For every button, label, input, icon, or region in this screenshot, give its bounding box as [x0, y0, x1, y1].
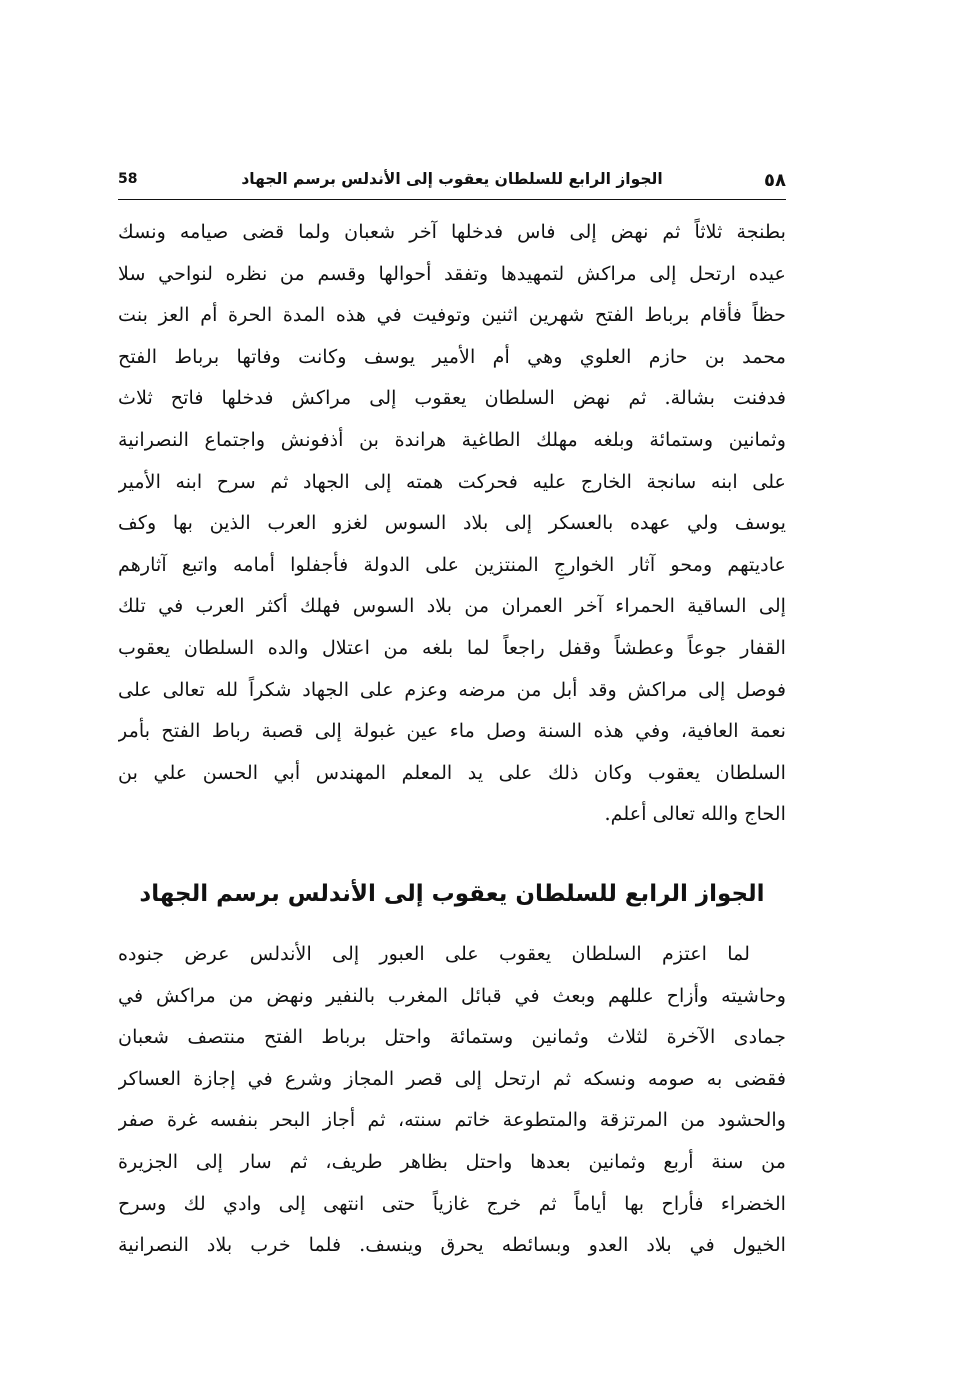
text-line: فوصل إلى مراكش وقد أبل من مرضه وعزم على الجهاد شكراً لله تعالى على [118, 677, 786, 701]
running-head-title: الجواز الرابع للسلطان يعقوب إلى الأندلس برسم الجهاد [241, 170, 663, 188]
text-line: الحاج والله تعالى أعلم. [604, 802, 786, 826]
text-line: فقضى به صومه ونسكه ثم ارتحل إلى قصر المجاز وشرع في إجازة العساكر [118, 1066, 786, 1090]
paragraph-1 [118, 211, 786, 835]
text-line: حظاً فأقام برباط الفتح شهرين اثنين وتوفيت في هذه المدة الحرة أم العز بنت [118, 303, 786, 327]
text-line: وثمانين وستمائة وبلغه مهلك الطاغية هراندة بن أذفونش واجتماع النصرانية [118, 427, 786, 451]
text-line: جمادى الآخرة لثلاث وثمانين وستمائة واحتل برباط الفتح منتصف شعبان [118, 1025, 786, 1049]
text-line: نعمة العافية، وفي هذه السنة وصل ماء عين غبولة إلى قصبة رباط الفتح بأمر [118, 719, 786, 743]
text-line: يوسف ولي عهده بالعسكر إلى بلاد السوس لغزو العرب الذين بها وكف [118, 511, 786, 535]
text-line: محمد بن حازم العلوي وهي أم الأمير يوسف وكانت وفاتها برباط الفتح [118, 344, 786, 368]
text-line: وحاشيته وأزاح عللهم وبعث في قبائل المغرب بالنفير ونهض من مراكش في [118, 983, 786, 1007]
text-line: الخيول في بلاد العدو وبسائطه يحرق وينسف. فلما خرب بلاد النصرانية [118, 1233, 786, 1257]
text-line: إلى الساقية الحمراء آخر العمران من بلاد السوس فهلك أكثر العرب في تلك [118, 594, 786, 618]
text-line: لما اعتزم السلطان يعقوب على العبور إلى الأندلس عرض جنوده [118, 942, 750, 965]
page-number-arabic: ٥٨ [764, 170, 786, 191]
text-line: على ابنه سانجة الخارج عليه فحركت همته إلى الجهاد ثم سرح ابنه الأمير [118, 469, 786, 493]
text-line: السلطان يعقوب وكان ذلك على يد المعلم المهندس أبي الحسن علي بن [118, 760, 786, 784]
text-line: عاديتهم ومحو آثار الخوارجِ المنتزين على الدولة فأجفلوا أمامه واتبع آثارهم [118, 552, 786, 576]
text-line: الخضراء فأراح بها أياماً ثم خرج غازياً حتى انتهى إلى وادي لك وسرح [118, 1191, 786, 1215]
text-line: القفار جوعاً وعطشاً وقفل راجعاً لما بلغه من اعتلال والده السلطان يعقوب [118, 635, 786, 659]
running-head [118, 168, 786, 198]
text-line: بطنجة ثلاثاً ثم نهض إلى فاس فدخلها آخر شعبان ولما قضى صيامه ونسك [118, 220, 786, 243]
text-line: والحشود من المرتزقة والمتطوعة خاتم سنته، ثم أجاز البحر بنفسه غرة صفر [118, 1108, 786, 1132]
header-rule [118, 199, 786, 200]
paragraph-2 [118, 933, 786, 1266]
section-heading: الجواز الرابع للسلطان يعقوب إلى الأندلس برسم الجهاد [139, 881, 765, 907]
text-line: فدفنت بشالة. ثم نهض السلطان يعقوب إلى مراكش فدخلها فاتح ثلاث [118, 386, 786, 410]
text-line: عيده ارتحل إلى مراكش لتمهيدها وتفقد أحوالها وقسم من نظره لنواحي سلا [118, 261, 786, 285]
text-line: من سنة أربع وثمانين بعدها واحتل بظاهر طريف، ثم سار إلى الجزيرة [118, 1149, 786, 1173]
page-number-latin: 58 [118, 171, 138, 187]
